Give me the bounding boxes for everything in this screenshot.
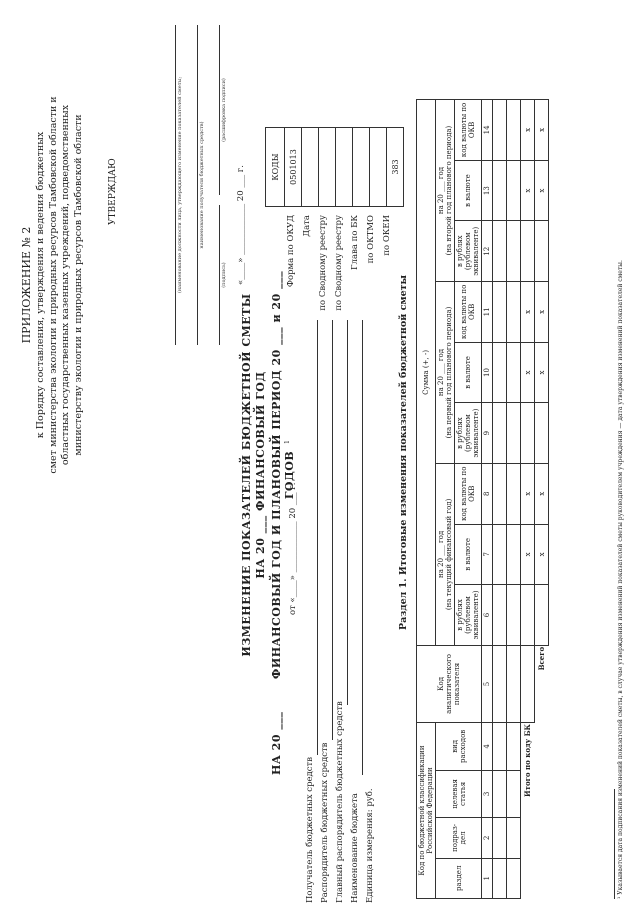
- sub-rub-3: в рублях (рублевом эквиваленте): [455, 221, 482, 282]
- sub-cur-2: в валюте: [455, 342, 482, 403]
- period-current-label: (на текущий финансовый год): [445, 498, 454, 611]
- field-recipient: Получатель бюджетных средств: [305, 756, 315, 903]
- period-second-label: (на второй год планового периода): [445, 125, 454, 256]
- col-num-1: 1: [482, 858, 493, 898]
- field-distributor: Распорядитель бюджетных средств: [320, 742, 330, 903]
- appendix-line-2: смет министерства экологии и природных ресурсов Тамбовской области и: [47, 96, 59, 474]
- approve-label: УТВЕРЖДАЮ: [108, 158, 118, 225]
- col-num-3: 3: [482, 770, 493, 818]
- x-mark: х: [535, 463, 549, 524]
- title-line-3: ФИНАНСОВЫЙ ГОД И ПЛАНОВЫЙ ПЕРИОД 20 ___ и 20 ___ ГОДОВ: [270, 270, 296, 680]
- x-mark: х: [521, 342, 535, 403]
- sub-cur-1: в валюте: [455, 524, 482, 585]
- period-first-label: (на первый год планового периода): [445, 306, 454, 439]
- codes-okud: 0501013: [285, 128, 302, 207]
- main-table: [416, 99, 549, 899]
- sub-rub-2: в рублях (рублевом эквиваленте): [455, 403, 482, 464]
- total-bk-row: [521, 100, 535, 899]
- approve-position-caption: (наименование должности лица, утверждающего изменение показателей сметы;: [177, 76, 183, 294]
- col-num-8: 8: [482, 463, 493, 524]
- appendix-line-3: областных государственных казенных учреждений, подведомственных: [60, 104, 72, 466]
- x-mark: х: [521, 160, 535, 221]
- field-unit: Единица измерения: руб.: [365, 788, 375, 903]
- codes-date: [302, 128, 319, 207]
- title-line-3-left: НА 20 ___: [270, 711, 283, 775]
- sub-okv-3: код валюты по ОКВ: [455, 100, 482, 161]
- sub-okv-1: код валюты по ОКВ: [455, 463, 482, 524]
- footnote: ¹ Указывается дата подписания изменений показателей сметы, в случае утверждения изменений показателей сметы руководителем учреждения — дата утверждения изменений показателей сметы.: [617, 260, 624, 899]
- field-main-distributor: Главный распорядитель бюджетных средств: [335, 701, 345, 903]
- bk-group-header: Код по бюджетной классификации Российской Федерации: [417, 723, 436, 899]
- total-all-label: Всего: [535, 645, 549, 898]
- total-bk-label: Итого по коду БК: [521, 723, 535, 899]
- form-oktmo-label: по ОКТМО: [366, 215, 376, 264]
- period-first: [436, 282, 455, 464]
- form-okud-label: Форма по ОКУД: [286, 215, 296, 288]
- codes-table: [265, 127, 404, 207]
- approve-decode-caption: (расшифровка подписи): [221, 78, 227, 142]
- bk-col-target: целевая статья: [436, 770, 482, 818]
- col-num-7: 7: [482, 524, 493, 585]
- bk-col-razdel: раздел: [436, 858, 482, 898]
- period-current-year: на 20 ___ год: [437, 530, 446, 578]
- form-reg2-label: по Сводному реестру: [334, 215, 344, 311]
- col-num-12: 12: [482, 221, 493, 282]
- approve-org-caption: наименование получателя бюджетных средств): [199, 121, 205, 249]
- title-line-2: НА 20 ___ ФИНАНСОВЫЙ ГОД: [254, 371, 267, 579]
- period-current: [436, 463, 455, 645]
- bk-col-podrazdel: подраз-дел: [436, 818, 482, 858]
- period-first-year: на 20 ___ год: [437, 348, 446, 397]
- col-num-2: 2: [482, 818, 493, 858]
- bk-col-type: вид расходов: [436, 723, 482, 771]
- col-num-14: 14: [482, 100, 493, 161]
- section-title: Раздел 1. Итоговые изменения показателей бюджетной сметы: [398, 274, 409, 631]
- col-num-13: 13: [482, 160, 493, 221]
- approve-sign-caption: (подпись): [221, 262, 227, 288]
- sum-group-header: Сумма (+, -): [417, 100, 436, 646]
- appendix-line-1: к Порядку составления, утверждения и ведения бюджетных: [34, 131, 46, 439]
- col-num-10: 10: [482, 342, 493, 403]
- footnote-mark: 1: [284, 440, 291, 444]
- table-row: [507, 100, 521, 899]
- x-mark: х: [521, 282, 535, 343]
- x-mark: х: [521, 524, 535, 585]
- col-num-5: 5: [482, 645, 493, 722]
- appendix-header: [20, 35, 86, 535]
- x-mark: х: [521, 100, 535, 161]
- x-mark: х: [535, 100, 549, 161]
- form-reg1-label: по Сводному реестру: [318, 215, 328, 311]
- codes-reg1: [319, 128, 336, 207]
- title-date-line: от «____» ____________ 20 ___ г.: [288, 482, 298, 615]
- x-mark: х: [535, 282, 549, 343]
- table-row: [493, 100, 507, 899]
- sub-okv-2: код валюты по ОКВ: [455, 282, 482, 343]
- x-mark: х: [535, 524, 549, 585]
- col-num-6: 6: [482, 585, 493, 646]
- x-mark: х: [521, 463, 535, 524]
- col-num-4: 4: [482, 723, 493, 771]
- approve-date: «____» ____________ 20 ___ г.: [236, 165, 246, 285]
- title-line-1: ИЗМЕНЕНИЕ ПОКАЗАТЕЛЕЙ БЮДЖЕТНОЙ СМЕТЫ: [240, 293, 253, 657]
- col-num-9: 9: [482, 403, 493, 464]
- codes-reg2: [336, 128, 353, 207]
- analytic-header: Код аналитического показателя: [417, 645, 482, 722]
- sub-rub-1: в рублях (рублевом эквиваленте): [455, 585, 482, 646]
- period-second-year: на 20 ___ год: [437, 166, 446, 215]
- total-all-row: [535, 100, 549, 899]
- sub-cur-3: в валюте: [455, 160, 482, 221]
- column-number-row: [482, 100, 493, 899]
- form-date-label: Дата: [302, 215, 312, 237]
- codes-header: КОДЫ: [266, 128, 285, 207]
- period-second: [436, 100, 455, 282]
- appendix-title: ПРИЛОЖЕНИЕ № 2: [20, 226, 33, 344]
- form-bk-label: Глава по БК: [350, 215, 360, 270]
- col-num-11: 11: [482, 282, 493, 343]
- codes-bk: [353, 128, 370, 207]
- x-mark: х: [535, 342, 549, 403]
- appendix-line-4: министерству экологии и природных ресурсов Тамбовской области: [73, 114, 85, 456]
- x-mark: х: [535, 160, 549, 221]
- codes-oktmo: [370, 128, 387, 207]
- field-budget-name: Наименование бюджета: [350, 793, 360, 903]
- form-okei-label: по ОКЕИ: [382, 215, 392, 256]
- codes-okei: 383: [387, 128, 404, 207]
